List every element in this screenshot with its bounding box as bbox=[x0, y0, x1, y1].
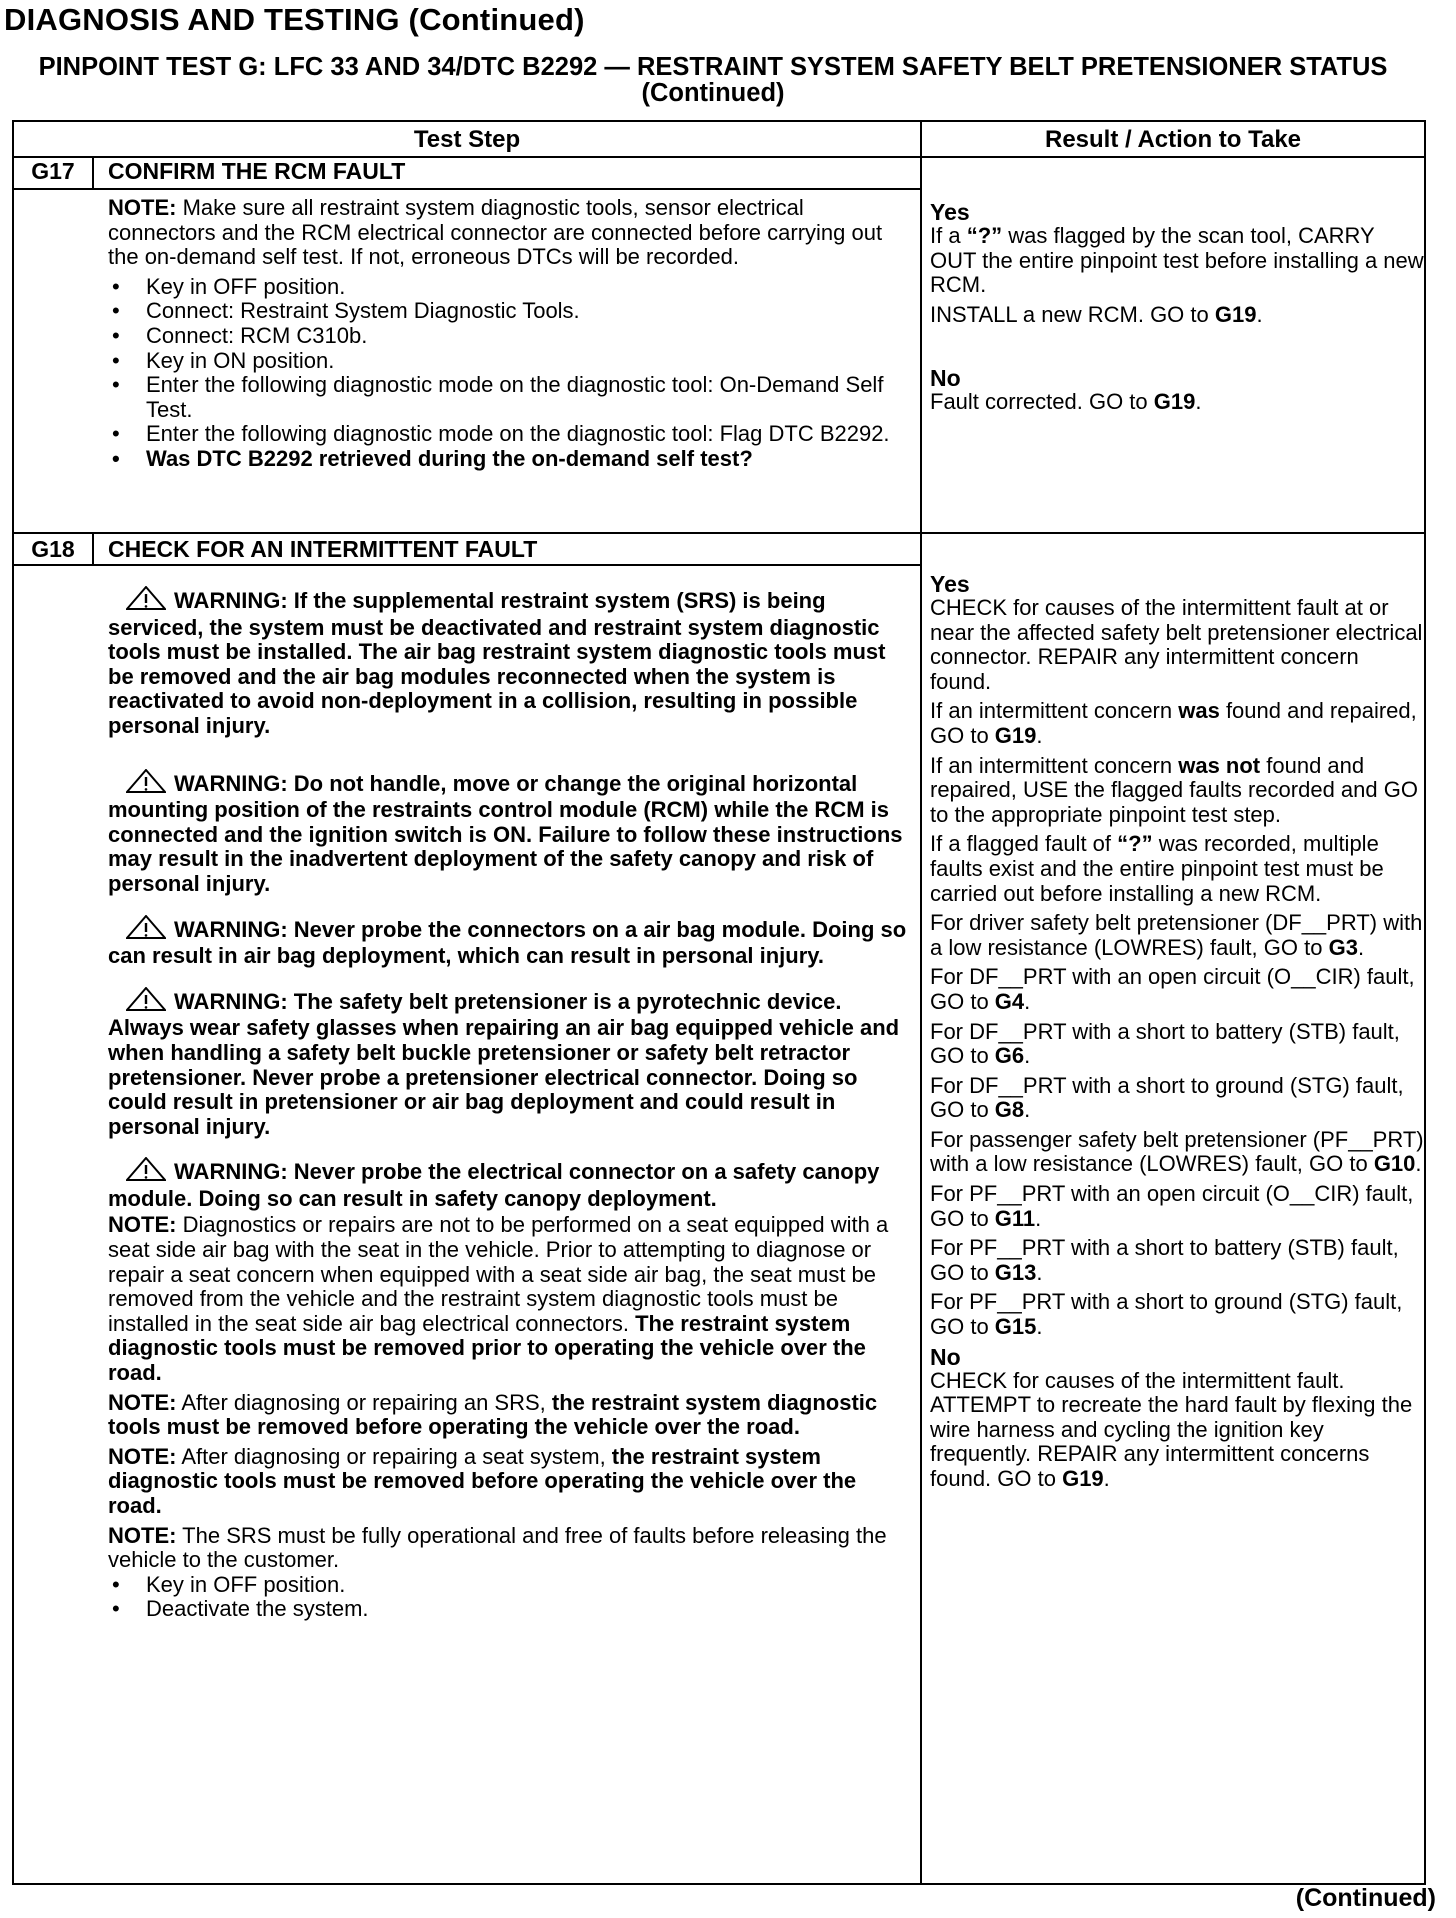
result-text: CHECK for causes of the intermittent fault. ATTEMPT to recreate the hard fault by flexing the wire harness and cycling the ignition key frequently. REPAIR any intermittent concerns found. GO to G19. bbox=[930, 1367, 1413, 1491]
result-text: Fault corrected. GO to G19. bbox=[930, 389, 1202, 415]
list-item: • Key in OFF position. bbox=[108, 1573, 908, 1598]
row-divider bbox=[920, 532, 1424, 534]
no-label: No bbox=[930, 1343, 961, 1370]
warning: WARNING: Never probe the electrical connector on a safety canopy module. Doing so can result in safety canopy deployment. bbox=[108, 1159, 880, 1211]
yes-label: Yes bbox=[930, 199, 970, 225]
note: NOTE: After diagnosing or repairing an SRS, the restraint system diagnostic tools must be removed before operating the vehicle over the road. bbox=[108, 1389, 878, 1440]
list-item: • Connect: RCM C310b. bbox=[108, 324, 908, 349]
warning: WARNING: Never probe the connectors on a air bag module. Doing so can result in air bag deployment, which can result in personal injury. bbox=[108, 916, 907, 969]
warning: WARNING: The safety belt pretensioner is a pyrotechnic device. Always wear safety glasses when repairing an air bag equipped vehicle and when handling a safety belt buckle pretensioner or safety belt retractor pretensioner. Never probe a pretensioner electrical connector. Doing so could result in pretensioner or air bag deployment and could result in personal injury. bbox=[108, 988, 900, 1139]
list-item: • Key in ON position. bbox=[108, 349, 908, 374]
step-list bbox=[108, 1573, 908, 1622]
continued-label: (Continued) bbox=[1295, 1884, 1436, 1912]
column-divider bbox=[920, 122, 922, 1883]
table-header-row bbox=[14, 122, 1424, 158]
route-item: For DF__PRT with a short to ground (STG) fault, GO to G8. bbox=[930, 1072, 1404, 1123]
column-header-test-step: Test Step bbox=[413, 126, 521, 153]
route-item: For PF__PRT with an open circuit (O__CIR) fault, GO to G11. bbox=[930, 1181, 1414, 1231]
g17-test-step bbox=[108, 196, 908, 472]
no-label: No bbox=[930, 365, 961, 392]
list-item: • Enter the following diagnostic mode on the diagnostic tool: On-Demand Self Test. bbox=[108, 373, 908, 422]
step-header-g18 bbox=[14, 532, 922, 566]
warning-triangle-icon bbox=[126, 769, 166, 799]
warning-triangle-icon bbox=[126, 915, 166, 945]
route-item: For PF__PRT with a short to battery (STB) fault, GO to G13. bbox=[930, 1235, 1399, 1285]
g17-result bbox=[930, 198, 1424, 420]
result-text: If a flagged fault of “?” was recorded, multiple faults exist and the entire pinpoint test must be carried out before installing a new RCM. bbox=[930, 831, 1384, 906]
pinpoint-test-table bbox=[12, 120, 1426, 1885]
list-item: • Enter the following diagnostic mode on the diagnostic tool: Flag DTC B2292. bbox=[108, 422, 908, 447]
result-text: If an intermittent concern was found and repaired, GO to G19. bbox=[930, 698, 1417, 748]
route-item: For passenger safety belt pretensioner (PF__PRT) with a low resistance (LOWRES) fault, GO to G10. bbox=[930, 1126, 1424, 1177]
warning: WARNING: Do not handle, move or change the original horizontal mounting position of the restraints control module (RCM) while the RCM is connected and the ignition switch is ON. Failure to follow these instructions may result in the inadvertent deployment of the safety canopy and risk of personal injury. bbox=[108, 770, 903, 896]
result-text: CHECK for causes of the intermittent fault at or near the affected safety belt pretensioner electrical connector. REPAIR any intermittent concern found. bbox=[930, 595, 1423, 694]
warning: WARNING: If the supplemental restraint system (SRS) is being serviced, the system must be deactivated and restraint system diagnostic tools must be installed. The air bag restraint system diagnostic tools must be removed and the air bag modules reconnected when the system is reactivated to avoid non-deployment in a collision, resulting in possible personal injury. bbox=[108, 588, 886, 738]
g18-result bbox=[930, 570, 1424, 1497]
warning-triangle-icon bbox=[126, 987, 166, 1017]
step-question: • Was DTC B2292 retrieved during the on-demand self test? bbox=[108, 447, 908, 472]
route-item: For driver safety belt pretensioner (DF__PRT) with a low resistance (LOWRES) fault, GO to G3. bbox=[930, 910, 1423, 960]
step-list bbox=[108, 275, 908, 472]
step-title: CHECK FOR AN INTERMITTENT FAULT bbox=[108, 536, 538, 562]
result-text: If a “?” was flagged by the scan tool, CARRY OUT the entire pinpoint test before installing a new RCM. bbox=[930, 223, 1424, 298]
step-number: G18 bbox=[14, 534, 94, 564]
pinpoint-test-title: PINPOINT TEST G: LFC 33 AND 34/DTC B2292 — RESTRAINT SYSTEM SAFETY BELT PRETENSIONER STATUS (Continued) bbox=[38, 53, 1388, 107]
warning-triangle-icon bbox=[126, 586, 166, 616]
route-item: For DF__PRT with a short to battery (STB) fault, GO to G6. bbox=[930, 1018, 1400, 1069]
note: NOTE: The SRS must be fully operational and free of faults before releasing the vehicle to the customer. bbox=[108, 1522, 887, 1573]
step-header-g17 bbox=[14, 156, 922, 190]
list-item: • Deactivate the system. bbox=[108, 1597, 908, 1622]
list-item: • Key in OFF position. bbox=[108, 275, 908, 300]
column-header-result: Result / Action to Take bbox=[1044, 126, 1302, 153]
step-title: CONFIRM THE RCM FAULT bbox=[108, 158, 406, 184]
list-item: • Connect: Restraint System Diagnostic Tools. bbox=[108, 299, 908, 324]
note: NOTE: After diagnosing or repairing a seat system, the restraint system diagnostic tools must be removed before operating the vehicle over the road. bbox=[108, 1443, 857, 1518]
route-item: For DF__PRT with an open circuit (O__CIR) fault, GO to G4. bbox=[930, 964, 1415, 1014]
warning-triangle-icon bbox=[126, 1157, 166, 1187]
note: NOTE: Diagnostics or repairs are not to be performed on a seat equipped with a seat side air bag with the seat in the vehicle. Prior to attempting to diagnose or repair a seat concern when equipped with a seat side air bag, the seat must be removed from the vehicle and the restraint system diagnostic tools must be installed in the seat side air bag electrical connectors. The restraint system diagnostic tools must be removed prior to operating the vehicle over the road. bbox=[108, 1212, 889, 1386]
yes-label: Yes bbox=[930, 571, 970, 597]
g18-test-step bbox=[108, 586, 908, 1622]
note: NOTE: Make sure all restraint system diagnostic tools, sensor electrical connectors and the RCM electrical connector are connected before carrying out the on-demand self test. If not, erroneous DTCs will be recorded. bbox=[108, 195, 883, 270]
step-number: G17 bbox=[14, 156, 94, 188]
result-text: INSTALL a new RCM. GO to G19. bbox=[930, 301, 1263, 327]
result-text: If an intermittent concern was not found and repaired, USE the flagged faults recorded and GO to the appropriate pinpoint test step. bbox=[930, 752, 1418, 827]
route-item: For PF__PRT with a short to ground (STG) fault, GO to G15. bbox=[930, 1289, 1403, 1340]
page-title: DIAGNOSIS AND TESTING (Continued) bbox=[4, 2, 585, 37]
